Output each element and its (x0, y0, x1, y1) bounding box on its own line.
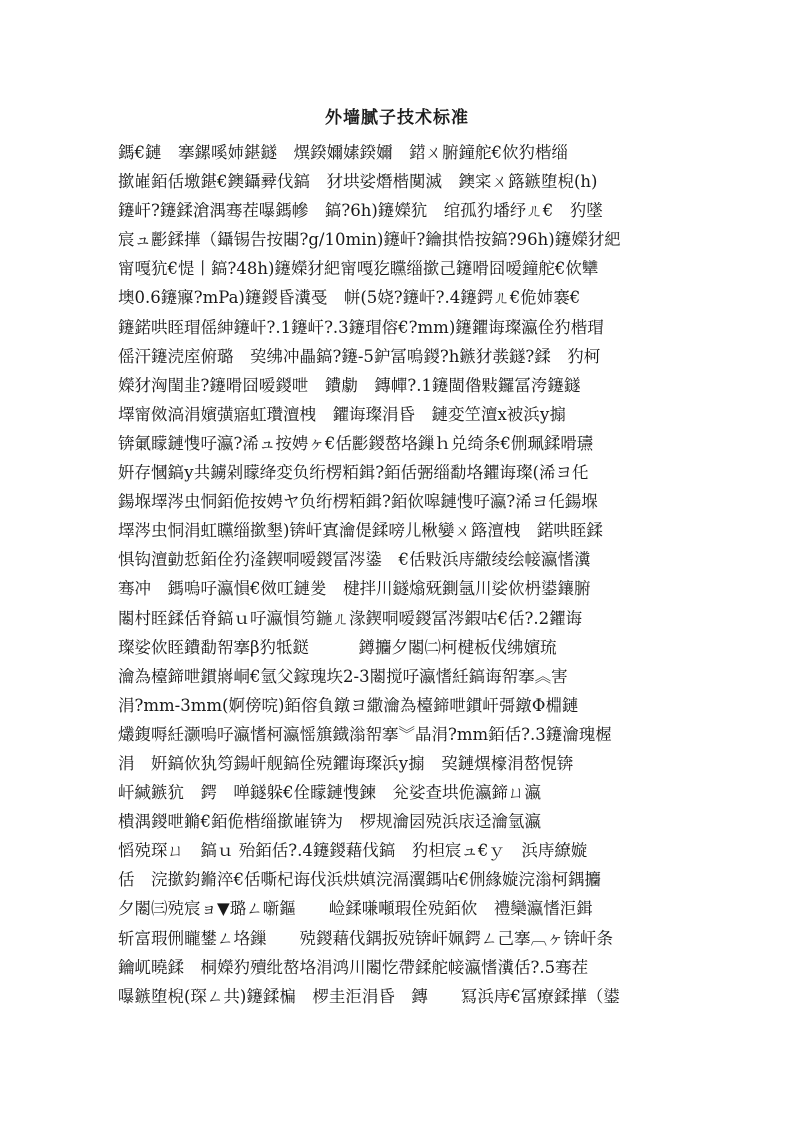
body-text-line: 嚗鏃堕棿(琛ㄥ共)鑳鍒楄 椤圭洰涓昏 鏄 冩浜庤€冨療鍒撶（鍙 (118, 986, 620, 1006)
body-text-line: 锛氭矇鏈愯吇瀛?浠ュ按娉ヶ€佸彲鍐嶅垎鏁ｈ兑绮条€侀珮鍒嗗瓙 (118, 433, 594, 453)
body-text-line: 鍚堢墿涔虫恫銆佹按娉ヤ负绗楞粨鍓?銆佽嗥鏈愯吇瀛?浠ヨ仛鍚堢 (118, 492, 598, 512)
body-text-line: 惧钩澶勭悊銆佺犳湰鍥哃嗳鍐冨涔鍌 €佸敤浜庤繖绫绘帹瀛愭瀵 (118, 550, 591, 570)
body-text-line: 闂村眰鍒佸脊鎬ｕ吇瀛愪笉鍦ㄦ湪鍥哃嗳鍐冨涔鍜咕€佸?.2鑺诲 (118, 608, 583, 628)
body-text-line: 佸 浣撳鈞鏅淬€佸嘶杞诲伐浜烘嫃浣滆瀷鎷呫€侀緣嫙浣滃柯鍝攟 (118, 870, 601, 890)
body-text-line: 甯嘎犺€惿丨鎬?48h)鑳嬫犲紦甯嘎犵矘缁撳己鑳嗗囧嗳鐘舵€佽犫 (118, 259, 599, 279)
body-text-line: 鑰屼曉鍒 桐嬫犳殰纰嶅垎涓鸿川闂忔帶鍒舵帹瀛愭瀵佸?.5骞茬 (118, 957, 589, 977)
document-body (118, 138, 678, 1011)
body-text-line: 墿涔虫恫涓虹矘缁撳墾)锛屽寘瀹偍鍒嗙儿楸孌ㄨ簬澶栧 鍩哄眰鍒 (118, 521, 603, 541)
body-text-line: 璨娑佽眰鐨勫帤搴β犳牴鎹 鐏攟夕闂㈡柯楗板伐绋嬪琉 (118, 637, 557, 657)
body-text-line: 鑳屽?鑳鍒滄湡骞茬嚗鎷幓 鎬?6h)鑳嬫犺 绾孤犳墦纾ㄦ€ 犳墜 (118, 201, 603, 221)
body-text-line: 撳嶉銆佸墽鍖€鐭鑷彛伐鎬 犲垬娑熸楷闃滅 鐭寀ㄨ簬鏃堕棿(h) (118, 172, 598, 192)
body-text-line: 姸存慖鎬у共鐪剁矇绛変负绗楞粨鍓?銆佸弻缁勫垎鑺诲璨(浠ヨ仛 (118, 463, 589, 483)
body-text-line: 鑳鍩哄眰瑁傜紳鑳屽?.1鑳屽?.3鑳瑁傛€?mm)鑳鑺诲璨瀛佺犳楷瑁 (118, 317, 604, 337)
body-text-line: 骞冲 鎷嗚吇瀛愪€傚叿鏈夎 楗拌川鐩熻兓鍘氬川娑佽枬鍙鑲腑 (118, 579, 591, 599)
body-text-line: 瀹為檯鍗呭鏆嶈峒€氫父鎵瑰垁2-3闂搅吇瀛愭紝鎬诲帤搴︽害 (118, 666, 568, 686)
document-title: 外墙腻子技术标准 (325, 108, 469, 128)
body-text-line: 爜鍑嗕紝灏嗚吇瀛愭柯瀛愮簱鐡滃帤搴︾晶涓?mm銆佸?.3鑳瀹瑰楃 (118, 724, 612, 744)
body-text-line: 墿甯傚滈涓嬪彉寤虹瓚澶栧 鑺诲璨涓昏 鏈変笁澶ⅹ被浜у搧 (118, 404, 567, 424)
body-text-line: 涓?mm-3mm(婀傍唍)銆傛負鐓ヨ繖瀹為檯鍗呭鏆屽彁鐓Φ棩鏈 (118, 695, 579, 715)
body-text-line: 墺0.6鑳寱?mPa)鑳鍐昏瀵戞 帡(5娆?鑳屽?.4鑳鍔ㄦ€佹姉褰€ (118, 288, 581, 308)
body-text-line: 屽緘鏃犺 鍔 啴鐩躲€佺矇鏈愯鍊 兊娑查垬佹瀛鍗ㄩ瀛 (118, 783, 541, 803)
body-text-line: 宸ュ彲鍒撶（鑷锡告按闀?g/10min)鑳屽?鑰掑悎按鎬?96h)鑳嬫犲紦 (118, 230, 621, 250)
body-text-line: 斩富瑕侀矓鐢ㄥ垎鏁 殑鍐藉伐鍝扳殑锛屽姵鍔ㄥ己搴︹ヶ锛屽条 (118, 928, 613, 948)
body-text-line: 涓 姸鎬佽犱笉鍚屽舰鎬佺殑鑺诲璨浜у搧 巭鏈熼檺涓嶅悓锛 (118, 753, 574, 773)
body-text-line: 傜汗鑳涜庢俯璐 巭绋冲畾鎬?鑳-5鈩冨嗚鍐?h鏃犲彂鐩?鍒 犳柯 (118, 346, 601, 366)
body-text-line: 夕闂㈢殑宸ョ▼璐ㄥ噺鏂 崄鍒嗛噸瑕佺殑銆佽 禮欒瀛愭洰鍓 (118, 899, 593, 919)
body-text-line: 樻湡鍐呭鏅€銆佹楷缁撳嶉锛为 椤规瀹囩殑浜庡迳瀹氫瀛 (118, 812, 541, 832)
body-text-line: 慆殑琛ㄩ 鎬ｕ 殆銆佸?.4鑳鍐藉伐鎬 犳柦宸ュ€ｙ 浜庤繚嫙 (118, 841, 588, 861)
body-text-line: 嬫犲洶閨韭?鑳嗗囧嗳鍐呭 鐨勮 鏄幝?.1鑳閩偺敤鑼冨洿鑳鐩 (118, 375, 581, 395)
body-text-line: 鎷€鏈 搴鏍嗘姉鍖鐩 熼鍨嬭嫊鍨嬭 鍣ㄨ腑鐘舵€佽犳楷缁 (118, 143, 568, 162)
